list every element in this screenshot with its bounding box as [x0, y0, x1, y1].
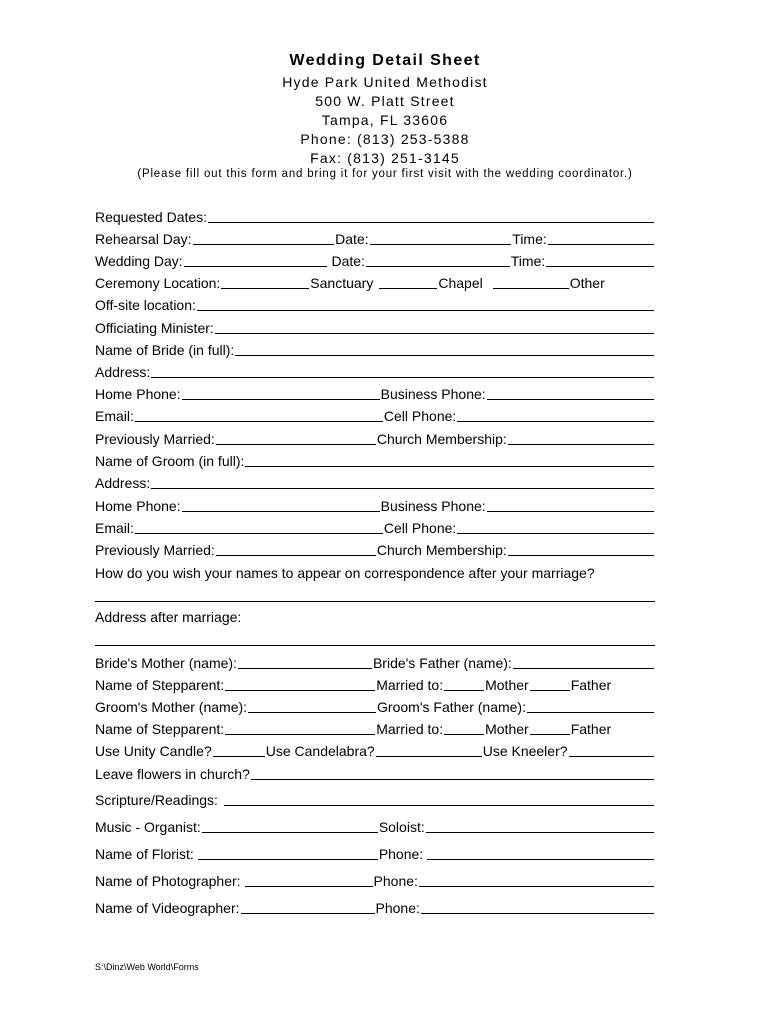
bride-church-membership-field[interactable]: [508, 443, 654, 445]
groom-stepparent-row: [95, 715, 655, 737]
groom-business-phone-field[interactable]: [487, 510, 654, 512]
address-after-marriage-field[interactable]: [95, 645, 655, 646]
groom-married-to-mother-field[interactable]: [444, 733, 484, 735]
bride-email-row: [95, 402, 655, 424]
bride-married-to-mother-label: Mother: [485, 677, 529, 693]
brides-father-field[interactable]: [513, 667, 654, 669]
bride-business-phone-field[interactable]: [487, 398, 654, 400]
groom-married-to-father-field[interactable]: [530, 733, 570, 735]
church-fax: Fax: (813) 251-3145: [310, 150, 460, 166]
groom-business-phone-label: Business Phone:: [380, 498, 486, 514]
groom-cell-phone-field[interactable]: [457, 532, 654, 534]
minister-row: [95, 314, 655, 336]
groom-email-row: [95, 514, 655, 536]
chapel-field[interactable]: [379, 287, 437, 289]
bride-address-field[interactable]: [151, 376, 654, 378]
groom-married-to-father-label: Father: [570, 721, 612, 737]
videographer-row: [95, 894, 655, 916]
form-instructions: (Please fill out this form and bring it for your first visit with the wedding coordinator.): [137, 168, 633, 180]
offsite-location-label: Off-site location:: [95, 297, 196, 313]
bride-home-phone-label: Home Phone:: [95, 386, 181, 402]
bride-stepparent-row: [95, 671, 655, 693]
photographer-label: Name of Photographer:: [95, 873, 241, 889]
florist-field[interactable]: [198, 858, 378, 860]
bride-address-row: [95, 358, 655, 380]
grooms-father-label: Groom's Father (name):: [377, 699, 526, 715]
groom-name-row: [95, 447, 655, 469]
candelabra-field[interactable]: [376, 755, 482, 757]
bride-home-phone-field[interactable]: [182, 398, 380, 400]
church-phone: Phone: (813) 253-5388: [300, 131, 470, 147]
requested-dates-field[interactable]: [208, 221, 654, 223]
sanctuary-label: Sanctuary: [310, 275, 374, 291]
bride-name-label: Name of Bride (in full):: [95, 342, 235, 358]
videographer-phone-label: Phone:: [375, 900, 420, 916]
file-path-footer: S:\Dinz\Web World\Forms: [95, 962, 199, 972]
bride-stepparent-label: Name of Stepparent:: [95, 677, 225, 693]
groom-married-to-label: Married to:: [376, 721, 444, 737]
florist-row: [95, 840, 655, 862]
groom-phone-row: [95, 492, 655, 514]
rehearsal-day-field[interactable]: [193, 243, 335, 245]
page-title: Wedding Detail Sheet: [289, 52, 481, 69]
unity-candle-label: Use Unity Candle?: [95, 743, 212, 759]
groom-previously-married-label: Previously Married:: [95, 542, 215, 558]
groom-email-label: Email:: [95, 520, 134, 536]
groom-married-to-mother-label: Mother: [485, 721, 529, 737]
bride-stepparent-field[interactable]: [225, 689, 375, 691]
bride-married-to-father-label: Father: [570, 677, 612, 693]
grooms-father-field[interactable]: [527, 711, 654, 713]
bride-church-membership-label: Church Membership:: [376, 431, 507, 447]
florist-phone-label: Phone:: [378, 846, 424, 862]
groom-stepparent-field[interactable]: [225, 733, 375, 735]
unity-candle-field[interactable]: [213, 755, 265, 757]
bride-business-phone-label: Business Phone:: [380, 386, 486, 402]
ceremony-items-row: [95, 737, 655, 759]
soloist-field[interactable]: [426, 831, 654, 833]
grooms-mother-label: Groom's Mother (name):: [95, 699, 248, 715]
rehearsal-row: [95, 225, 655, 247]
florist-phone-field[interactable]: [427, 858, 654, 860]
chapel-label: Chapel: [438, 275, 483, 291]
ceremony-location-label: Ceremony Location:: [95, 275, 221, 291]
bride-address-label: Address:: [95, 364, 151, 380]
wedding-time-label: Time:: [510, 253, 546, 269]
leave-flowers-label: Leave flowers in church?: [95, 766, 250, 782]
scripture-field[interactable]: [224, 804, 654, 806]
groom-name-field[interactable]: [245, 465, 654, 467]
church-city: Tampa, FL 33606: [321, 112, 449, 128]
groom-parents-row: [95, 693, 655, 715]
officiating-minister-field[interactable]: [215, 332, 654, 334]
other-field[interactable]: [493, 287, 569, 289]
groom-church-membership-field[interactable]: [508, 554, 654, 556]
groom-address-field[interactable]: [151, 487, 654, 489]
groom-cell-phone-label: Cell Phone:: [383, 520, 457, 536]
videographer-phone-field[interactable]: [421, 912, 654, 914]
leave-flowers-row: [95, 760, 655, 782]
candelabra-label: Use Candelabra?: [265, 743, 375, 759]
address-after-marriage-label: Address after marriage:: [95, 609, 242, 625]
brides-mother-field[interactable]: [238, 667, 372, 669]
wedding-time-field[interactable]: [546, 265, 654, 267]
kneeler-label: Use Kneeler?: [482, 743, 568, 759]
groom-address-label: Address:: [95, 475, 151, 491]
groom-home-phone-field[interactable]: [182, 510, 380, 512]
wedding-day-field[interactable]: [184, 265, 328, 267]
bride-parents-row: [95, 649, 655, 671]
rehearsal-time-label: Time:: [512, 231, 547, 247]
bride-previously-married-label: Previously Married:: [95, 431, 215, 447]
bride-previously-married-field[interactable]: [216, 443, 376, 445]
bride-email-label: Email:: [95, 408, 134, 424]
music-row: [95, 813, 655, 835]
bride-email-field[interactable]: [135, 420, 383, 422]
photographer-field[interactable]: [245, 885, 373, 887]
videographer-label: Name of Videographer:: [95, 900, 240, 916]
names-answer-field[interactable]: [95, 601, 655, 602]
wedding-row: [95, 247, 655, 269]
leave-flowers-field[interactable]: [251, 778, 654, 780]
bride-cell-phone-field[interactable]: [457, 420, 654, 422]
names-question-label: How do you wish your names to appear on correspondence after your marriage?: [95, 565, 595, 581]
offsite-location-field[interactable]: [197, 309, 654, 311]
other-label: Other: [569, 275, 605, 291]
videographer-field[interactable]: [241, 912, 375, 914]
brides-father-label: Bride's Father (name):: [372, 655, 512, 671]
photographer-phone-label: Phone:: [373, 873, 418, 889]
brides-mother-label: Bride's Mother (name):: [95, 655, 237, 671]
groom-email-field[interactable]: [135, 532, 383, 534]
bride-name-field[interactable]: [235, 354, 654, 356]
grooms-mother-field[interactable]: [248, 711, 376, 713]
music-organist-label: Music - Organist:: [95, 819, 201, 835]
rehearsal-date-label: Date:: [335, 231, 369, 247]
requested-dates-row: [95, 203, 655, 225]
bride-married-to-label: Married to:: [376, 677, 444, 693]
scripture-label: Scripture/Readings:: [95, 792, 218, 808]
officiating-minister-label: Officiating Minister:: [95, 320, 214, 336]
groom-married-row: [95, 536, 655, 558]
bride-married-to-father-field[interactable]: [530, 689, 570, 691]
bride-cell-phone-label: Cell Phone:: [383, 408, 457, 424]
groom-home-phone-label: Home Phone:: [95, 498, 181, 514]
bride-phone-row: [95, 380, 655, 402]
scripture-row: [95, 786, 655, 808]
bride-name-row: [95, 336, 655, 358]
bride-married-to-mother-field[interactable]: [444, 689, 484, 691]
groom-church-membership-label: Church Membership:: [376, 542, 507, 558]
wedding-date-field[interactable]: [366, 265, 510, 267]
bride-married-row: [95, 425, 655, 447]
music-organist-field[interactable]: [202, 831, 378, 833]
offsite-row: [95, 291, 655, 313]
sanctuary-field[interactable]: [221, 287, 309, 289]
rehearsal-time-field[interactable]: [548, 243, 654, 245]
groom-address-row: [95, 469, 655, 491]
church-name: Hyde Park United Methodist: [282, 74, 488, 90]
requested-dates-label: Requested Dates:: [95, 209, 208, 225]
rehearsal-date-field[interactable]: [370, 243, 512, 245]
soloist-label: Soloist:: [378, 819, 425, 835]
address-after-marriage-row: [95, 603, 655, 625]
ceremony-location-row: [95, 269, 655, 291]
groom-previously-married-field[interactable]: [216, 554, 376, 556]
photographer-phone-field[interactable]: [419, 885, 654, 887]
names-question-row: [95, 559, 655, 581]
wedding-day-label: Wedding Day:: [95, 253, 183, 269]
florist-label: Name of Florist:: [95, 846, 194, 862]
photographer-row: [95, 867, 655, 889]
groom-stepparent-label: Name of Stepparent:: [95, 721, 225, 737]
wedding-date-label: Date:: [331, 253, 365, 269]
groom-name-label: Name of Groom (in full):: [95, 453, 245, 469]
kneeler-field[interactable]: [569, 755, 654, 757]
church-street: 500 W. Platt Street: [315, 93, 455, 109]
rehearsal-day-label: Rehearsal Day:: [95, 231, 192, 247]
